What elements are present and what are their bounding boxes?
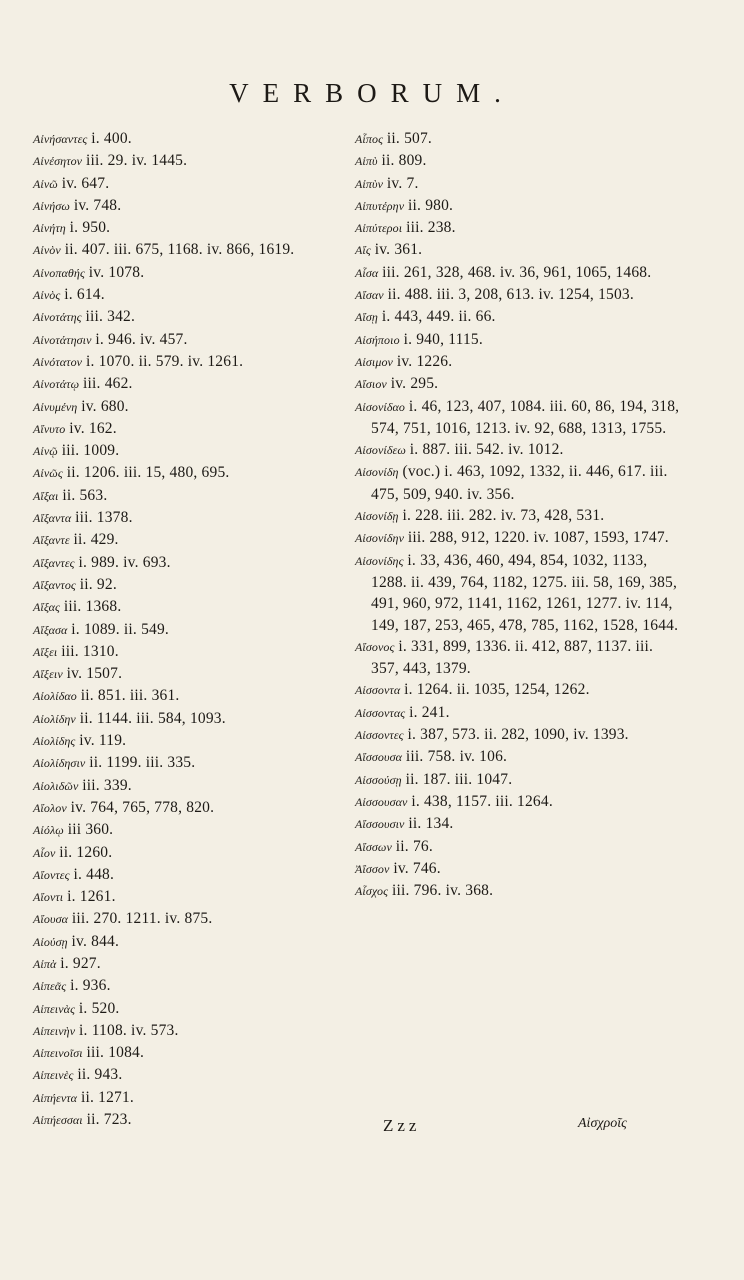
headword: Αἰσσουσαν: [355, 794, 408, 809]
headword: Αἴσαν: [355, 288, 384, 303]
reference: iv. 295.: [390, 375, 439, 393]
reference: i. 940, 1115.: [403, 330, 483, 348]
headword: Αἰσσοντα: [355, 683, 401, 698]
index-entry: [33, 819, 333, 841]
reference: iv. 361.: [374, 241, 423, 259]
index-entry: [33, 418, 333, 440]
reference: ii. 943.: [77, 1066, 123, 1084]
index-entry: [355, 505, 685, 527]
index-entry: [33, 953, 333, 975]
index-entry: [355, 836, 685, 858]
headword: Αἰπεινὲς: [33, 1068, 74, 1083]
headword: Αἰνότατον: [33, 354, 83, 369]
headword: Αἰνοτάτησιν: [33, 332, 92, 347]
reference: iv. 764, 765, 778, 820.: [70, 798, 215, 816]
index-entry: [355, 813, 685, 835]
headword: Αἰολίδην: [33, 711, 76, 726]
reference: i. 387, 573. ii. 282, 1090, iv. 1393.: [407, 726, 629, 744]
index-entry: [33, 842, 333, 864]
headword: Αἰόλῳ: [33, 823, 64, 838]
reference: iii. 261, 328, 468. iv. 36, 961, 1065, 1468.: [382, 263, 652, 281]
index-entry: [355, 702, 685, 724]
index-entry: [33, 730, 333, 752]
reference: i. 448.: [73, 865, 115, 883]
index-entry: [33, 396, 333, 418]
reference: i. 1264. ii. 1035, 1254, 1262.: [404, 681, 590, 699]
reference: iii. 1009.: [61, 442, 120, 460]
headword: Αἰνυμένη: [33, 399, 78, 414]
left-column: [33, 128, 333, 1131]
headword: Αἴουσα: [33, 912, 68, 927]
catchword: Αἰσχροῖς: [578, 1116, 627, 1131]
reference: i. 614.: [64, 286, 105, 304]
index-entry: [355, 329, 685, 351]
reference: iii. 288, 912, 1220. iv. 1087, 1593, 1747.: [407, 529, 669, 547]
reference: ii. 980.: [408, 196, 454, 214]
headword: Αἴξας: [33, 600, 60, 615]
reference: iv. 7.: [386, 174, 419, 192]
reference: i. 1108. iv. 573.: [79, 1021, 179, 1039]
index-entry: [33, 373, 333, 395]
reference: ii. 187. iii. 1047.: [405, 770, 513, 788]
reference: i. 1089. ii. 549.: [71, 620, 169, 638]
index-entry: [33, 195, 333, 217]
reference: i. 241.: [409, 703, 450, 721]
headword: Αἰπὺν: [355, 176, 384, 191]
reference: i. 400.: [91, 130, 132, 147]
reference: ii. 723.: [86, 1111, 132, 1129]
index-entry: [33, 128, 333, 150]
reference: iv. 162.: [69, 419, 117, 437]
headword: Αἰπεινοῖσι: [33, 1046, 83, 1061]
index-entry: [33, 1042, 333, 1064]
reference: iii 360.: [67, 821, 114, 839]
reference: ii. 429.: [73, 531, 119, 549]
headword: Αἴσονος: [355, 639, 395, 654]
reference: i. 33, 436, 460, 494, 854, 1032, 1133, 1288. ii. 439, 764, 1182, 1275. iii. 58, 169, 385, 491, 960, 972, 1141, 1162, 1261, 1277. iv. 114, 149, 187, 253, 465, 478, 785, 1162, 1528, 1644.: [371, 551, 679, 634]
headword: Αἴσσουσα: [355, 750, 403, 765]
reference: i. 228. iii. 282. iv. 73, 428, 531.: [402, 507, 605, 525]
index-entry: [355, 769, 685, 791]
headword: Αἰολιδῶν: [33, 778, 79, 793]
reference: i. 443, 449. ii. 66.: [381, 308, 496, 326]
index-entry: [33, 708, 333, 730]
reference: iii. 29. iv. 1445.: [86, 152, 188, 170]
headword: Αἴσῃ: [355, 310, 378, 325]
headword: Αἰσσούσῃ: [355, 772, 402, 787]
headword: Αἰπύτεροι: [355, 221, 403, 236]
index-entry: [33, 752, 333, 774]
headword: Αἴξαντα: [33, 511, 72, 526]
headword: Αἴξαντος: [33, 577, 76, 592]
reference: i. 1261.: [67, 888, 116, 906]
headword: Αἴξειν: [33, 667, 63, 682]
headword: Αἴξαντε: [33, 533, 70, 548]
reference: iii. 758. iv. 106.: [405, 748, 508, 766]
index-entry: [355, 439, 685, 461]
index-entry: [355, 128, 685, 150]
headword: Αἰσονίδης: [355, 553, 404, 568]
headword: Αἶσχος: [355, 884, 389, 899]
signature-mark: Zzz: [383, 1116, 421, 1135]
index-entry: [355, 880, 685, 902]
index-entry: [33, 908, 333, 930]
reference: i. 936.: [70, 977, 111, 995]
index-entry: [355, 858, 685, 880]
headword: Αἰπυτέρην: [355, 198, 405, 213]
index-entry: [355, 461, 685, 505]
page-title: VERBORUM.: [229, 78, 515, 108]
reference: iii. 1084.: [86, 1044, 145, 1062]
headword: Αἰνήσω: [33, 198, 70, 213]
reference: iv. 1507.: [66, 665, 123, 683]
reference: iv. 647.: [61, 174, 110, 192]
index-entry: [33, 685, 333, 707]
index-entry: [33, 797, 333, 819]
reference: ii. 1206. iii. 15, 480, 695.: [66, 464, 230, 482]
index-entry: [33, 284, 333, 306]
reference: ii. 851. iii. 361.: [80, 687, 180, 705]
headword: Αἴνυτο: [33, 421, 66, 436]
index-entry: [33, 931, 333, 953]
reference: i. 887. iii. 542. iv. 1012.: [409, 441, 564, 459]
reference: iii. 238.: [406, 219, 456, 237]
index-entry: [355, 173, 685, 195]
reference: iii. 462.: [83, 375, 133, 393]
index-entry: [33, 440, 333, 462]
right-column: [355, 128, 685, 902]
index-entry: [33, 775, 333, 797]
reference: ii. 134.: [408, 815, 454, 833]
index-entry: [33, 462, 333, 484]
index-entry: [355, 679, 685, 701]
index-entry: [33, 663, 333, 685]
headword: Αἴξασα: [33, 622, 68, 637]
reference: ii. 1271.: [80, 1088, 134, 1106]
headword: Αἰολίδης: [33, 734, 76, 749]
index-entry: [33, 351, 333, 373]
reference: i. 927.: [60, 954, 101, 972]
headword: Αἰσονίδη: [355, 465, 399, 480]
reference: ii. 1144. iii. 584, 1093.: [79, 709, 226, 727]
index-entry: [33, 150, 333, 172]
headword: Αἰνήτη: [33, 221, 66, 236]
index-entry: [33, 619, 333, 641]
index-entry: [33, 552, 333, 574]
reference: i. 946. iv. 457.: [95, 330, 188, 348]
index-entry: [355, 239, 685, 261]
index-entry: [355, 217, 685, 239]
headword: Αἴς: [355, 243, 371, 258]
reference: i. 950.: [69, 219, 111, 237]
headword: Αἰσονίδεω: [355, 443, 406, 458]
headword: Αἰολίδαο: [33, 689, 77, 704]
reference: ii. 507.: [386, 130, 433, 147]
headword: Αἰσονίδαο: [355, 399, 406, 414]
index-entry: [355, 636, 685, 680]
headword: Αἰσήποιο: [355, 332, 400, 347]
headword: Αἶπος: [355, 132, 384, 146]
index-entry: [33, 596, 333, 618]
index-entry: [33, 1020, 333, 1042]
headword: Αἰνῷ: [33, 444, 58, 459]
index-entry: [33, 998, 333, 1020]
headword: Αἴσσουσιν: [355, 817, 405, 832]
headword: Αἶσα: [355, 265, 379, 280]
index-entry: [33, 886, 333, 908]
reference: i. 1070. ii. 579. iv. 1261.: [85, 352, 244, 370]
headword: Αἶον: [33, 845, 56, 860]
index-entry: [33, 262, 333, 284]
index-entry: [355, 550, 685, 636]
reference: ii. 92.: [79, 575, 117, 593]
index-entry: [33, 529, 333, 551]
index-entry: [33, 485, 333, 507]
index-entry: [33, 975, 333, 997]
headword: Αἰνέσητον: [33, 154, 83, 169]
reference: i. 438, 1157. iii. 1264.: [411, 792, 553, 810]
headword: Αἰνῶς: [33, 466, 63, 481]
reference: i. 989. iv. 693.: [78, 553, 171, 571]
headword: Αἰνὸς: [33, 288, 61, 303]
headword: Αἰνοτάτης: [33, 310, 82, 325]
index-entry: [355, 791, 685, 813]
index-entry: [355, 724, 685, 746]
headword: Αἰπὰ: [33, 956, 57, 971]
index-entry: [355, 351, 685, 373]
reference: ii. 1260.: [59, 843, 113, 861]
reference: iv. 119.: [79, 732, 127, 750]
headword: Αἰπήεντα: [33, 1090, 78, 1105]
reference: iv. 680.: [81, 397, 129, 415]
page-footer: [0, 1116, 744, 1138]
headword: Αἰνὸν: [33, 243, 61, 258]
index-entry: [33, 641, 333, 663]
index-entry: [33, 173, 333, 195]
reference: iv. 748.: [73, 196, 122, 214]
index-entry: [33, 1064, 333, 1086]
headword: Αἴξει: [33, 644, 58, 659]
reference: iii. 1310.: [61, 642, 119, 660]
index-entry: [33, 239, 333, 261]
headword: Ἀΐσσον: [355, 861, 390, 876]
index-entry: [355, 306, 685, 328]
reference: iii. 270. 1211. iv. 875.: [71, 910, 213, 928]
reference: iii. 342.: [85, 308, 136, 326]
index-entry: [355, 746, 685, 768]
reference: iii. 1368.: [63, 598, 122, 616]
index-entry: [355, 373, 685, 395]
headword: Αἴοντες: [33, 867, 70, 882]
headword: Αἰπὺ: [355, 154, 378, 169]
headword: Αἰπεᾶς: [33, 979, 67, 994]
index-entry: [355, 150, 685, 172]
reference: iv. 746.: [393, 859, 441, 877]
reference: iii. 1378.: [75, 509, 133, 527]
headword: Αἰπεινὴν: [33, 1023, 76, 1038]
reference: i. 520.: [78, 999, 120, 1017]
headword: Αἰπεινὰς: [33, 1001, 76, 1016]
reference: ii. 809.: [381, 152, 427, 170]
headword: Αἰνήσαντες: [33, 132, 88, 146]
reference: iii. 796. iv. 368.: [391, 882, 494, 900]
index-entry: [355, 284, 685, 306]
index-entry: [33, 306, 333, 328]
index-entry: [33, 217, 333, 239]
headword: Αἰνοπαθής: [33, 265, 85, 280]
index-entry: [355, 396, 685, 440]
index-entry: [355, 262, 685, 284]
headword: Αἰσσοντες: [355, 728, 404, 743]
index-entry: [355, 527, 685, 549]
reference: ii. 488. iii. 3, 208, 613. iv. 1254, 1503.: [387, 286, 634, 304]
index-entry: [33, 864, 333, 886]
headword: Αἴσσων: [355, 839, 392, 854]
index-entry: [355, 195, 685, 217]
headword: Αἰσονίδην: [355, 531, 404, 546]
headword: Αἰούσῃ: [33, 934, 68, 949]
reference: iv. 844.: [71, 932, 120, 950]
headword: Αἴξαι: [33, 488, 59, 503]
index-entry: [33, 574, 333, 596]
headword: Αἰσονίδῃ: [355, 509, 399, 524]
headword: Αἴξαντες: [33, 555, 75, 570]
reference: i. 331, 899, 1336. ii. 412, 887, 1137. iii. 357, 443, 1379.: [371, 637, 654, 678]
reference: ii. 563.: [62, 486, 108, 504]
headword: Αἰπήεσσαι: [33, 1113, 83, 1128]
reference: i. 46, 123, 407, 1084. iii. 60, 86, 194, 318, 574, 751, 1016, 1213. iv. 92, 688, 1313, 1755.: [371, 397, 680, 437]
reference: iii. 339.: [82, 776, 132, 794]
headword: Αἴοντι: [33, 890, 64, 905]
reference: ii. 1199. iii. 335.: [89, 754, 196, 772]
headword: Αἴσιον: [355, 377, 387, 392]
index-entry: [33, 507, 333, 529]
reference: iv. 1078.: [88, 263, 145, 281]
headword: Αἰολίδησιν: [33, 756, 86, 771]
index-entry: [33, 1087, 333, 1109]
reference: ii. 407. iii. 675, 1168. iv. 866, 1619.: [64, 241, 295, 259]
headword: Αἰνοτάτῳ: [33, 377, 80, 392]
headword: Αἰσιμον: [355, 354, 393, 369]
reference: ii. 76.: [395, 837, 433, 855]
index-entry: [33, 329, 333, 351]
headword: Αἰσσοντας: [355, 705, 406, 720]
headword: Αἴολον: [33, 800, 67, 815]
headword: Αἰνῶ: [33, 176, 58, 191]
reference: (voc.) i. 463, 1092, 1332, ii. 446, 617. iii. 475, 509, 940. iv. 356.: [371, 463, 668, 503]
reference: iv. 1226.: [396, 352, 453, 370]
